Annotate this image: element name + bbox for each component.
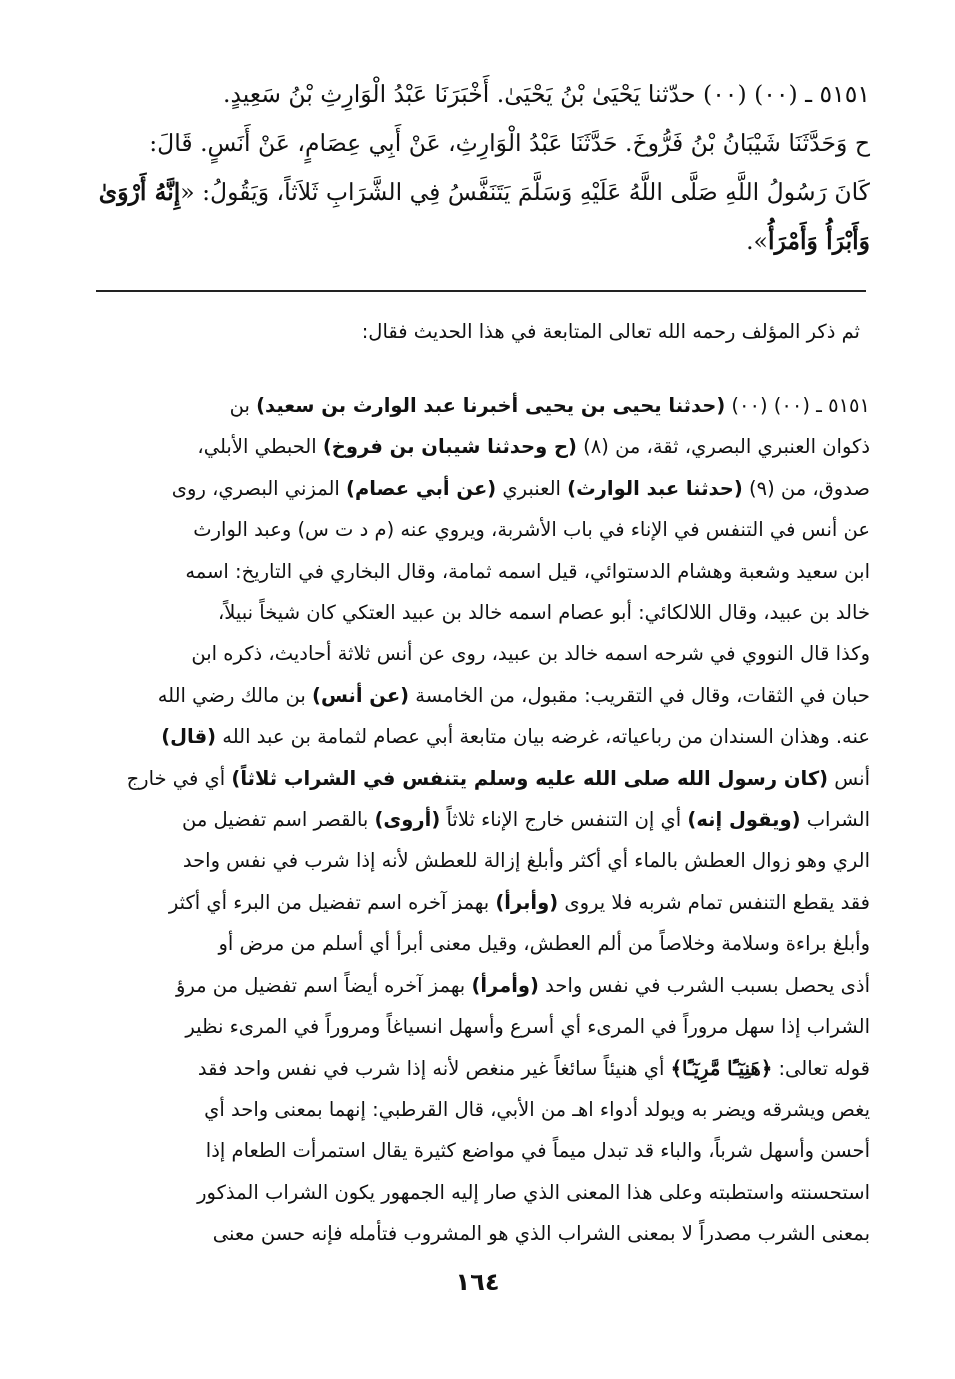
text-segment: عن أنس في التنفس في الإناء في باب الأشربة، ويروي عنه (م د ت س) وعبد الوارث (193, 518, 870, 542)
hadith-line (90, 70, 870, 119)
bold-text-segment: إِنَّهُ أَرْوَىٰ (98, 178, 181, 206)
commentary-text (90, 385, 870, 1255)
text-segment: بهمز آخره اسم تفضيل من البرء أي أكثر (168, 890, 496, 914)
commentary-line (90, 840, 870, 881)
commentary-line (90, 1048, 870, 1089)
commentary-line (90, 468, 870, 509)
commentary-line (90, 1130, 870, 1171)
text-segment: أذى يحصل بسبب الشرب في نفس واحد (538, 973, 870, 997)
text-segment: بمعنى الشرب مصدراً لا بمعنى الشراب الذي هو المشروب فتأمله فإنه حسن معنى (212, 1222, 870, 1246)
hadith-line (90, 217, 870, 266)
text-segment: بالقصر اسم تفضيل من (182, 808, 375, 832)
text-segment: بن (229, 394, 257, 417)
text-segment: الري وهو زوال العطش بالماء أي أكثر وأبلغ إزالة للعطش لأنه إذا شرب في نفس واحد (182, 849, 870, 873)
text-segment: يغص ويشرقه ويضر به ويولد أدواء اهـ من الأبي، قال القرطبي: إنهما بمعنى واحد أي (204, 1097, 870, 1121)
commentary-line (90, 509, 870, 550)
text-segment: أي في خارج (126, 766, 232, 790)
text-segment: الحبطي الأبلي، (197, 435, 323, 459)
commentary-line (90, 882, 870, 923)
text-segment: حبان في الثقات، وقال في التقريب: مقبول، من الخامسة (409, 683, 870, 707)
text-segment: أنس (828, 766, 870, 790)
bold-text-segment: (قال) (161, 725, 217, 749)
bold-text-segment: (حدثنا عبد الوارث) (567, 476, 743, 500)
text-segment: خالد بن عبيد، وقال اللالكائي: أبو عصام اسمه خالد بن عبيد العتكي كان شيخاً نبيلاً، (217, 601, 870, 625)
bold-text-segment: (ح وحدثنا شيبان بن فروخ) (322, 435, 577, 459)
text-segment: ح وَحَدَّثَنَا شَيْبَانُ بْنُ فَرُّوخَ. حَدَّثَنَا عَبْدُ الْوَارِثِ، عَنْ أَبِي عِصَامٍ، عَنْ أَنَسٍ. قَالَ: (149, 129, 870, 157)
text-segment: كَانَ رَسُولُ اللَّهِ صَلَّى اللَّهُ عَلَيْهِ وَسَلَّمَ يَتَنَفَّسُ فِي الشَّرَابِ ثَلاَثاً، وَيَقُولُ: « (180, 178, 870, 206)
commentary-line (90, 799, 870, 840)
text-segment: ابن سعيد وشعبة وهشام الدستوائي، قيل اسمه ثمامة، وقال البخاري في التاريخ: اسمه (185, 559, 870, 583)
bold-text-segment: (وأبرأ) (495, 890, 559, 914)
commentary-line (90, 1006, 870, 1047)
commentary-line (90, 1089, 870, 1130)
text-segment: ذكوان العنبري البصري، ثقة، من (٨) (576, 435, 870, 459)
commentary-line (90, 426, 870, 467)
commentary-line (90, 716, 870, 757)
text-segment: ٥١٥١ ـ (٠٠) (٠٠) حدّثنا يَحْيَىٰ بْنُ يَحْيَىٰ. أَخْبَرَنَا عَبْدُ الْوَارِثِ بْنُ سَعِيدٍ. (223, 80, 870, 108)
text-segment: المزني البصري، روى (171, 476, 347, 500)
text-segment: الشراب (800, 808, 870, 832)
commentary-line (90, 551, 870, 592)
hadith-line (90, 119, 870, 168)
hadith-text (90, 70, 870, 266)
commentary-line (90, 385, 870, 426)
text-segment: فقد يقطع التنفس تمام شربه فلا يروى (558, 890, 870, 914)
intro-line: ثم ذكر المؤلف رحمه الله تعالى المتابعة في هذا الحديث فقال: (361, 320, 860, 343)
bold-text-segment: ﴿هَنِيٓـًٔا مَّرِيٓـًٔا﴾ (670, 1056, 773, 1080)
text-segment: بهمز آخره أيضاً اسم تفضيل من مرؤ (175, 973, 472, 997)
hadith-line (90, 168, 870, 217)
bold-text-segment: (ويقول إنه) (687, 808, 801, 832)
text-segment: صدوق، من (٩) (742, 476, 870, 500)
bold-text-segment: (كان رسول الله صلى الله عليه وسلم يتنفس في الشراب ثلاثاً) (231, 766, 829, 790)
bold-text-segment: (عن أبي عصام) (346, 476, 497, 500)
text-segment: ». (746, 227, 768, 255)
commentary-line (90, 758, 870, 799)
text-segment: قوله تعالى: (772, 1056, 870, 1080)
commentary-line (90, 965, 870, 1006)
text-segment: الشراب إذا سهل مروراً في المرىء أي أسرع وأسهل انسياغاً ومروراً في المرىء نظير (185, 1015, 870, 1039)
text-segment: العنبري (496, 476, 568, 500)
bold-text-segment: وَأَبْرَأُ وَأَمْرَأُ (767, 227, 870, 255)
commentary-line (90, 633, 870, 674)
text-segment: أحسن وأسهل شرباً، والباء قد تبدل ميماً في مواضع كثيرة يقال استمرأت الطعام إذا (205, 1139, 870, 1163)
separator-line (96, 290, 866, 292)
commentary-line (90, 1213, 870, 1254)
bold-text-segment: (وأمرأ) (471, 973, 539, 997)
text-segment: أي إن التنفس خارج الإناء ثلاثاً (440, 808, 688, 832)
text-segment: ٥١٥١ ـ (٠٠) (٠٠) (725, 394, 870, 417)
commentary-line (90, 1172, 870, 1213)
text-segment: وكذا قال النووي في شرحه اسمه خالد بن عبيد، روى عن أنس ثلاثة أحاديث، ذكره ابن (191, 642, 870, 666)
commentary-line (90, 592, 870, 633)
text-segment: بن مالك رضي الله (157, 683, 313, 707)
bold-text-segment: (حدثنا يحيى بن يحيى أخبرنا عبد الوارث بن سعيد) (256, 394, 726, 417)
page-number: ١٦٤ (455, 1268, 500, 1296)
text-segment: وأبلغ براءة وسلامة وخلاصاً من ألم العطش، وقيل معنى أبرأ أي أسلم من مرض أو (218, 932, 870, 956)
bold-text-segment: (أروى) (374, 808, 441, 832)
commentary-line (90, 923, 870, 964)
text-segment: أي هنيئاً سائغاً غير منغص لأنه إذا شرب في نفس واحد فقد (197, 1056, 671, 1080)
commentary-line (90, 675, 870, 716)
bold-text-segment: (عن أنس) (312, 683, 410, 707)
text-segment: عنه. وهذان السندان من رباعياته، غرضه بيان متابعة أبي عصام لثمامة بن عبد الله (216, 725, 870, 749)
text-segment: استحسنته واستطبته وعلى هذا المعنى الذي صار إليه الجمهور يكون الشراب المذكور (197, 1180, 870, 1204)
